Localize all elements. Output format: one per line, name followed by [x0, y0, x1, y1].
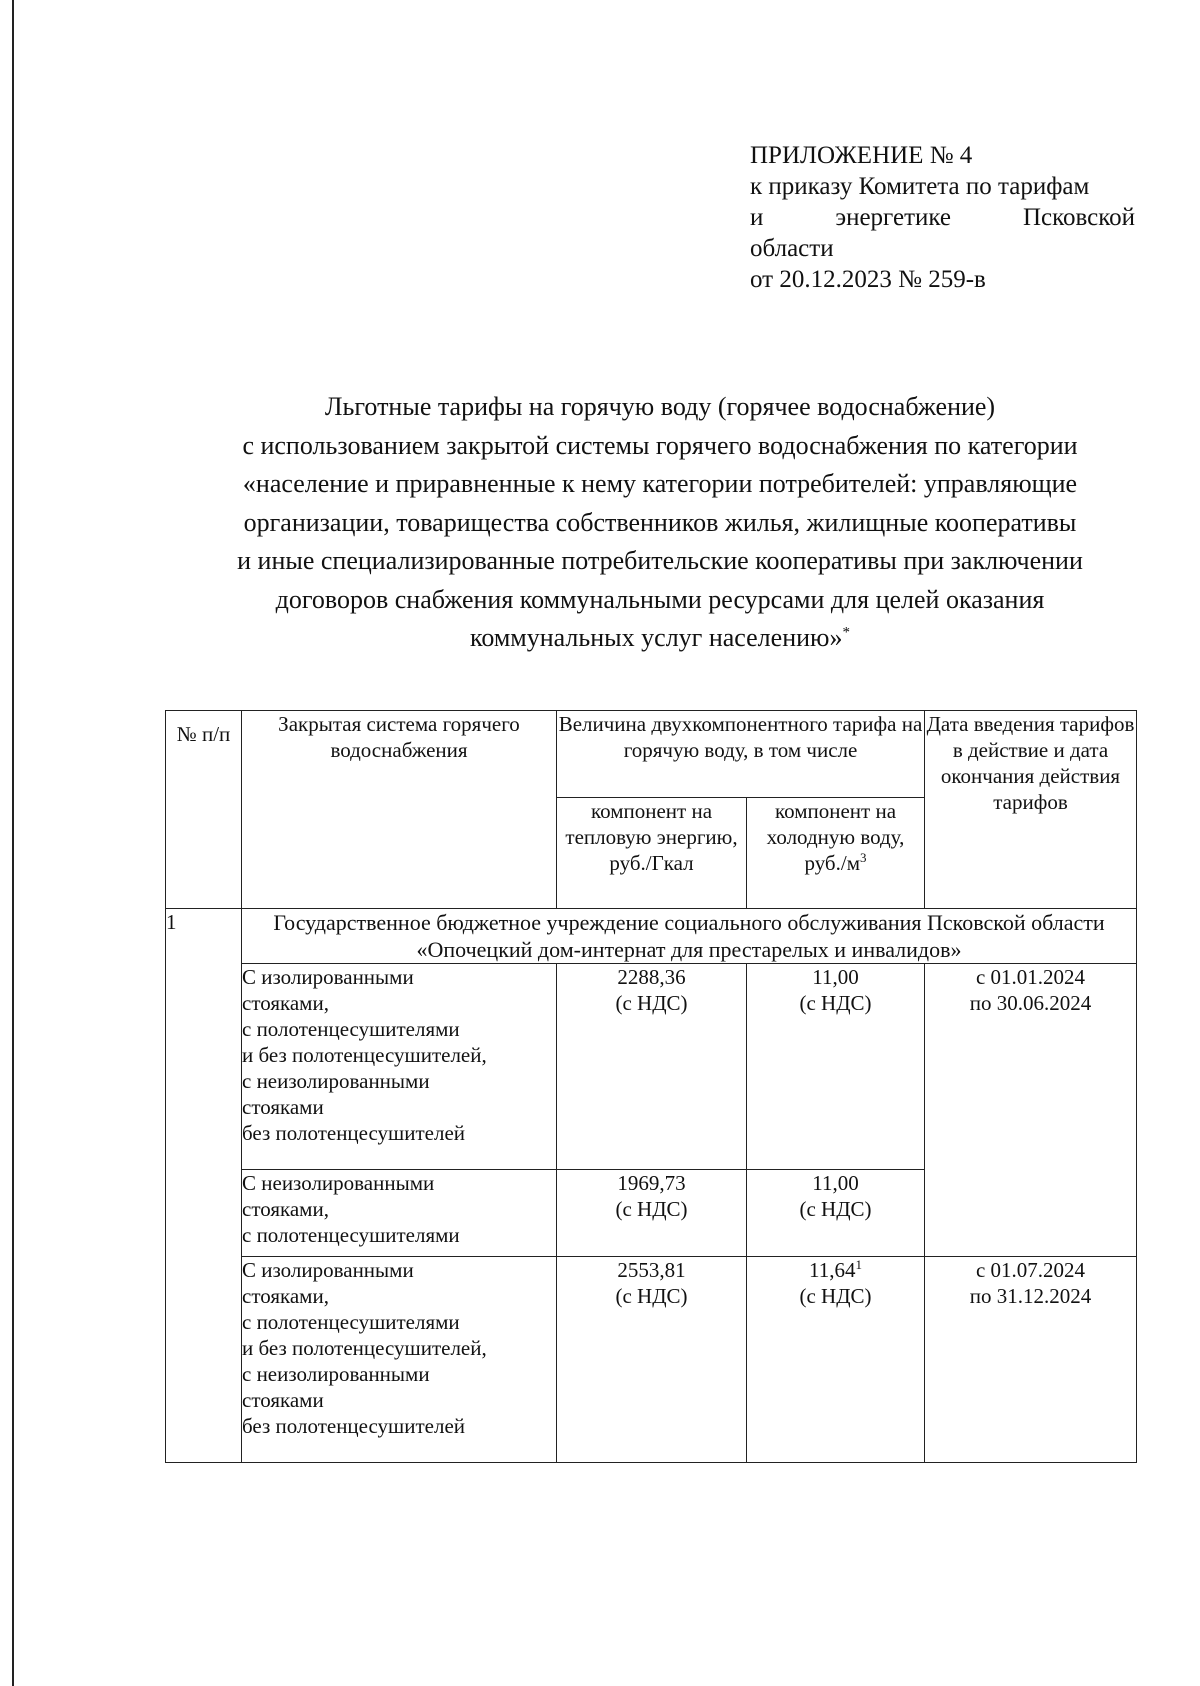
tariff-table — [165, 710, 1137, 1463]
group-row — [166, 909, 1137, 964]
organization-name: Государственное бюджетное учреждение социального обслуживания Псковской области «Опочецкий дом-интернат для престарелых и инвалидов» — [242, 909, 1137, 964]
header-heat-component: компонент на тепловую энергию, руб./Гкал — [557, 798, 747, 909]
system-description: С изолированными стояками, с полотенцесушителями и без полотенцесушителей, с неизолированными стояками без полотенцесушителей — [242, 964, 557, 1170]
title-line: и иные специализированные потребительские кооперативы при заключении — [237, 546, 1083, 575]
header-tariff-value: Величина двухкомпонентного тарифа на горячую воду, в том числе — [557, 711, 925, 798]
title-line: организации, товарищества собственников жилья, жилищные кооперативы — [243, 507, 1077, 537]
appendix-order-line: к приказу Комитета по тарифам — [750, 173, 1090, 200]
cold-footnote-mark: 1 — [855, 1257, 862, 1272]
date-range-cell: с 01.01.2024 по 30.06.2024 — [925, 964, 1137, 1257]
heat-value-cell: 2288,36 (с НДС) — [557, 964, 747, 1170]
header-row — [166, 711, 1137, 798]
cold-value-cell: 11,64$^1$ (с НДС) — [747, 1257, 925, 1463]
document-title — [180, 388, 1140, 658]
header-num: № п/п — [166, 711, 242, 909]
appendix-region-line: области — [750, 235, 834, 262]
system-description: С неизолированными стояками, с полотенцесушителями — [242, 1170, 557, 1257]
cold-value-cell: 11,00 (с НДС) — [747, 1170, 925, 1257]
header-date: Дата введения тарифов в действие и дата окончания действия тарифов — [925, 711, 1137, 909]
heat-value-cell: 1969,73 (с НДС) — [557, 1170, 747, 1257]
appendix-date-line: от 20.12.2023 № 259-в — [750, 266, 986, 293]
title-line: с использованием закрытой системы горячего водоснабжения по категории — [242, 430, 1078, 460]
footnote-mark: * — [842, 624, 850, 641]
title-line: Льготные тарифы на горячую воду (горячее водоснабжение) — [324, 392, 996, 421]
appendix-number: ПРИЛОЖЕНИЕ № 4 — [750, 142, 973, 169]
header-cold-component: компонент на холодную воду, $руб./м^3$ — [747, 798, 925, 909]
title-line: «население и приравненные к нему категории потребителей: управляющие — [242, 469, 1078, 498]
appendix-committee-line: и энергетике Псковской — [750, 204, 1135, 231]
cold-value-cell: 11,00 (с НДС) — [747, 964, 925, 1170]
title-line-last: коммунальных услуг населению»* — [470, 623, 850, 652]
page-left-edge — [12, 0, 14, 1686]
heat-value-cell: 2553,81 (с НДС) — [557, 1257, 747, 1463]
table-row — [166, 1257, 1137, 1463]
appendix-block — [750, 140, 1135, 295]
system-description: С изолированными стояками, с полотенцесушителями и без полотенцесушителей, с неизолированными стояками без полотенцесушителей — [242, 1257, 557, 1463]
table-row — [166, 964, 1137, 1170]
date-range-cell: с 01.07.2024 по 31.12.2024 — [925, 1257, 1137, 1463]
header-system: Закрытая система горячего водоснабжения — [242, 711, 557, 909]
title-line: договоров снабжения коммунальными ресурсами для целей оказания — [275, 584, 1045, 614]
group-number: 1 — [166, 909, 242, 1463]
